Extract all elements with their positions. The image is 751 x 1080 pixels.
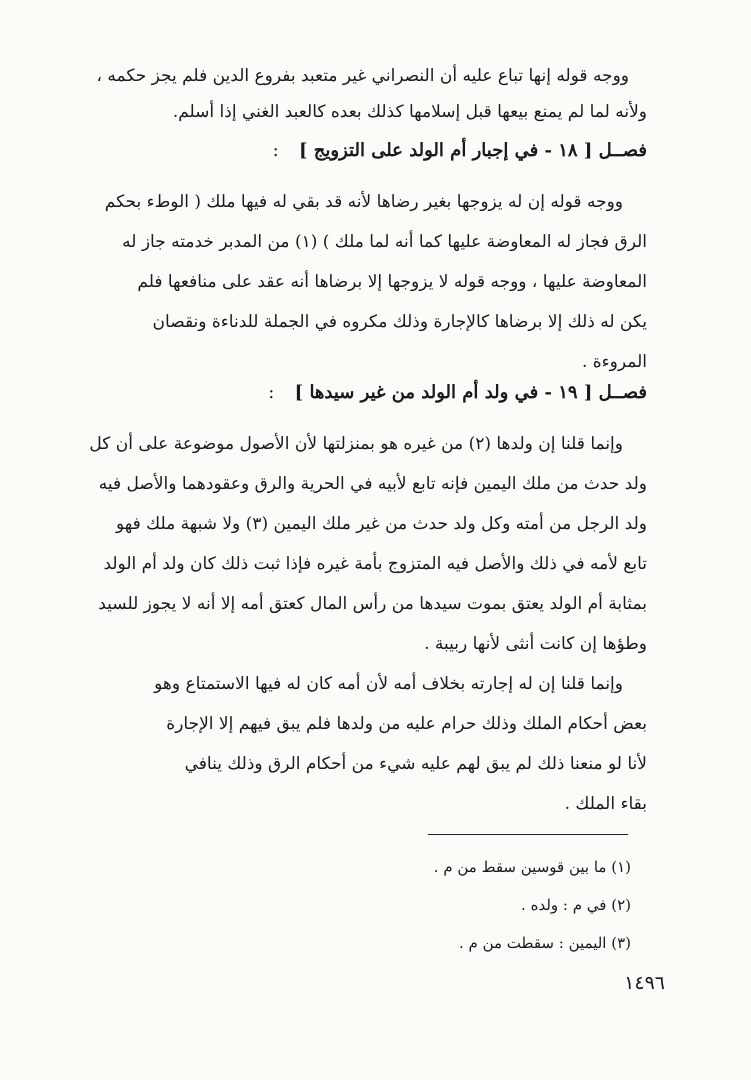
section-heading-text: فصــل [ ١٩ - في ولد أم الولد من غير سيدها ] (294, 382, 647, 403)
section-heading-colon: : (268, 382, 275, 403)
text-line: وطؤها إن كانت أنثى لأنها ربيبة . (424, 634, 647, 654)
text-line: تابع لأمه في ذلك والأصل فيه المتزوج بأمة غيره فإذا ثبت ذلك كان ولد أم الولد (103, 554, 647, 574)
section-heading-text: فصــل [ ١٨ - في إجبار أم الولد على التزويج ] (299, 140, 647, 161)
footnote-3: (٣) اليمين : سقطت من م . (458, 934, 631, 952)
text-line: لأنا لو منعنا ذلك لم يبق لهم عليه شيء من أحكام الرق وذلك ينافي (184, 754, 647, 774)
text-line: المعاوضة عليها ، ووجه قوله لا يزوجها إلا برضاها أنه عقد على منافعها فلم (137, 272, 647, 292)
text-line: المروءة . (581, 352, 647, 372)
section-18-heading (50, 140, 647, 161)
text-line: الرق فجاز له المعاوضة عليها كما أنه لما ملك ) (١) من المدبر خدمته جاز له (122, 232, 647, 252)
section-18-body (50, 182, 647, 382)
text-line: يكن له ذلك إلا برضاها كالإجارة وذلك مكروه في الجملة للدناءة ونقصان (152, 312, 647, 332)
text-line: وإنما قلنا إن ولدها (٢) من غيره هو بمنزلتها لأن الأصول موضوعة على أن كل (89, 434, 623, 454)
footnote-1: (١) ما بين قوسين سقط من م . (433, 858, 631, 876)
text-line: ووجه قوله إن له يزوجها بغير رضاها لأنه قد بقي له فيها ملك ( الوطء بحكم (104, 192, 623, 212)
text-line: ولأنه لما لم يمنع بيعها قبل إسلامها كذلك بعده كالعبد الغني إذا أسلم. (172, 102, 647, 122)
text-line: بقاء الملك . (564, 794, 647, 814)
text-line: بعض أحكام الملك وذلك حرام عليه من ولدها فلم يبق فيهم إلا الإجارة (166, 714, 647, 734)
section-heading-colon: : (272, 140, 279, 161)
intro-paragraph (50, 58, 647, 130)
section-19-heading (50, 382, 647, 403)
text-line: بمثابة أم الولد يعتق بموت سيدها من رأس المال كعتق أمه إلا أنه لا يجوز للسيد (98, 594, 647, 614)
text-line: ولد حدث من ملك اليمين فإنه تابع لأبيه في الحرية والرق وعقودهما والأصل فيه (98, 474, 647, 494)
text-line: ولد الرجل من أمته وكل ولد حدث من غير ملك اليمين (٣) ولا شبهة ملك فهو (116, 514, 647, 534)
footnote-separator (428, 834, 628, 835)
closing-paragraph (50, 664, 647, 824)
section-19-body (50, 424, 647, 664)
text-line: وإنما قلنا إن له إجارته بخلاف أمه لأن أمه كان له فيها الاستمتاع وهو (154, 674, 623, 694)
footnote-2: (٢) في م : ولده . (521, 896, 631, 914)
text-line: ووجه قوله إنها تباع عليه أن النصراني غير متعبد بفروع الدين فلم يجز حكمه ، (96, 66, 629, 86)
page-number: ١٤٩٦ (624, 972, 665, 994)
